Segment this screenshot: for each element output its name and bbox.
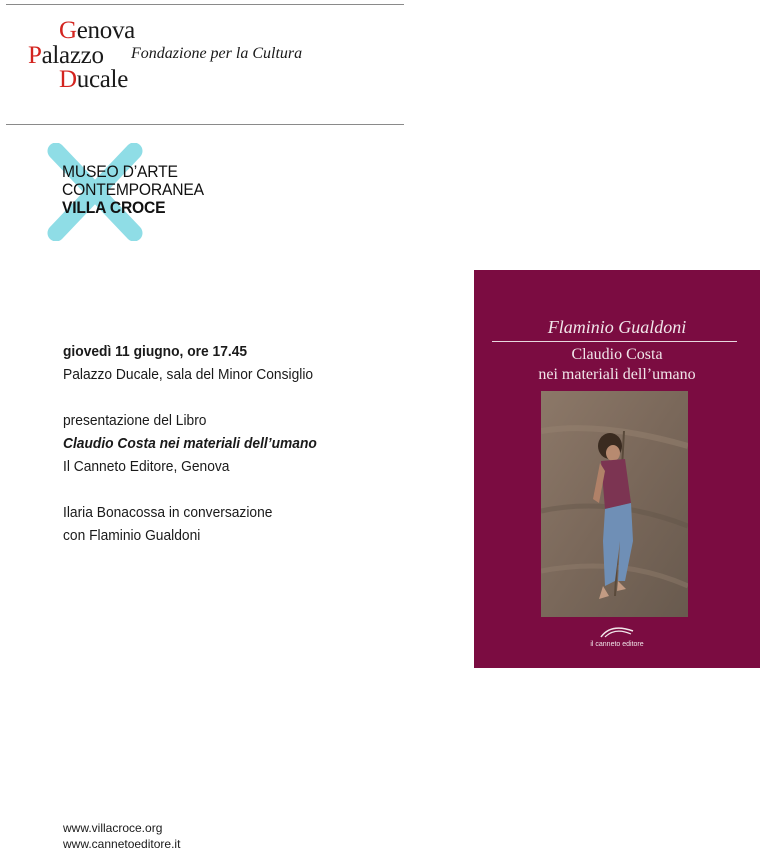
- url-canneto-link[interactable]: www.cannetoeditore.it: [63, 837, 181, 851]
- event-book-title: Claudio Costa nei materiali dell’umano: [63, 435, 317, 452]
- museo-line-1: MUSEO D’ARTE: [62, 162, 178, 181]
- palazzo-ducale-logo: [28, 14, 328, 94]
- cover-divider: [492, 341, 737, 342]
- museo-villa-croce-logo: [46, 143, 216, 243]
- museo-line-2: CONTEMPORANEA: [62, 180, 204, 199]
- publisher-logo-icon: [597, 625, 637, 639]
- section-divider: [6, 124, 404, 125]
- cover-photo: [541, 391, 688, 617]
- cover-author: Flaminio Gualdoni: [547, 317, 687, 337]
- event-speaker-line-2: con Flaminio Gualdoni: [63, 527, 201, 544]
- book-cover: [474, 270, 760, 668]
- museo-line-3: VILLA CROCE: [62, 198, 166, 217]
- logo-foundation-text: Fondazione per la Cultura: [131, 45, 303, 62]
- logo-word-palazzo: Palazzo: [28, 42, 104, 69]
- event-speaker-line-1: Ilaria Bonacossa in conversazione: [63, 504, 273, 521]
- event-intro: presentazione del Libro: [63, 412, 207, 429]
- cover-title-line-1: Claudio Costa: [571, 346, 663, 363]
- logo-word-genova: Genova: [59, 17, 135, 44]
- event-details: [63, 340, 443, 547]
- event-date-time: giovedì 11 giugno, ore 17.45: [63, 343, 248, 360]
- url-villacroce-link[interactable]: www.villacroce.org: [63, 821, 163, 835]
- cover-publisher: il canneto editore: [590, 641, 644, 648]
- top-divider: [6, 4, 404, 5]
- logo-word-ducale: Ducale: [59, 66, 129, 93]
- museo-logo-text: [62, 163, 204, 217]
- footer-links: [63, 820, 180, 852]
- event-venue: Palazzo Ducale, sala del Minor Consiglio: [63, 366, 314, 383]
- event-publisher: Il Canneto Editore, Genova: [63, 458, 230, 475]
- cover-title-line-2: nei materiali dell’umano: [538, 366, 696, 383]
